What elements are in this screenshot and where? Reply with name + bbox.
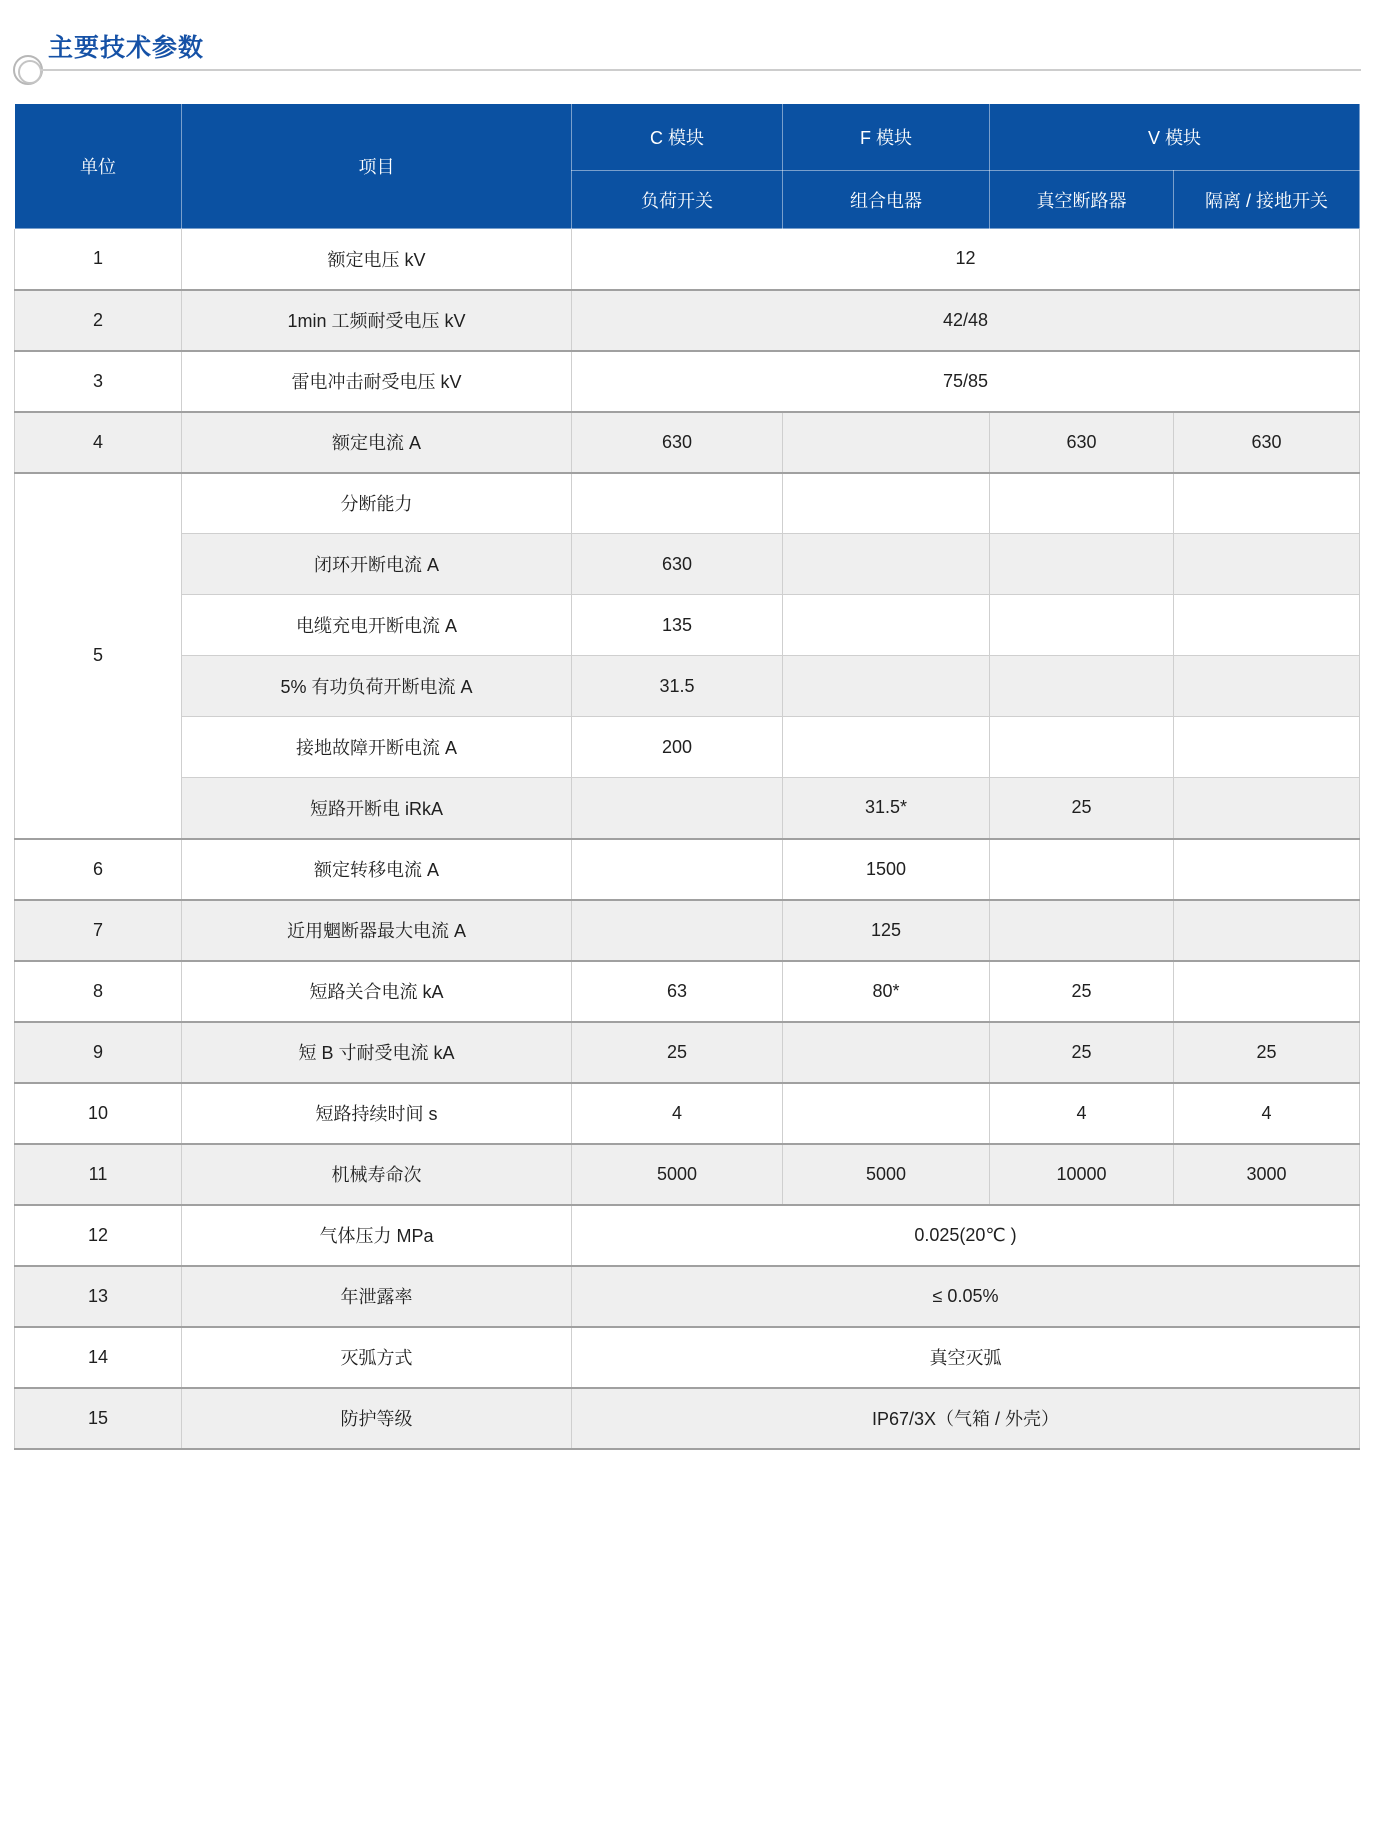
row-number: 9 xyxy=(15,1022,182,1083)
table-row xyxy=(15,1205,1360,1266)
value-cell: 25 xyxy=(572,1022,783,1083)
value-cell: 630 xyxy=(572,534,783,595)
value-cell xyxy=(990,717,1174,778)
table-row xyxy=(15,900,1360,961)
table-row xyxy=(15,412,1360,473)
value-cell: 4 xyxy=(1174,1083,1360,1144)
value-cell: 125 xyxy=(783,900,990,961)
header-module-f: F 模块 xyxy=(783,104,990,171)
row-number: 8 xyxy=(15,961,182,1022)
value-cell xyxy=(1174,595,1360,656)
header-unit: 单位 xyxy=(15,104,182,229)
item-label: 分断能力 xyxy=(182,473,572,534)
value-cell-span: IP67/3X（气箱 / 外壳） xyxy=(572,1388,1360,1449)
table-row xyxy=(15,1327,1360,1388)
row-number: 11 xyxy=(15,1144,182,1205)
table-body xyxy=(15,229,1360,1449)
item-label: 机械寿命次 xyxy=(182,1144,572,1205)
table-row xyxy=(15,717,1360,778)
value-cell xyxy=(1174,900,1360,961)
value-cell: 3000 xyxy=(1174,1144,1360,1205)
item-label: 防护等级 xyxy=(182,1388,572,1449)
value-cell-span: 75/85 xyxy=(572,351,1360,412)
item-label: 短路关合电流 kA xyxy=(182,961,572,1022)
value-cell xyxy=(783,473,990,534)
table-row xyxy=(15,656,1360,717)
value-cell xyxy=(783,534,990,595)
value-cell: 5000 xyxy=(783,1144,990,1205)
value-cell xyxy=(783,717,990,778)
value-cell-span: ≤ 0.05% xyxy=(572,1266,1360,1327)
item-label: 闭环开断电流 A xyxy=(182,534,572,595)
value-cell: 630 xyxy=(1174,412,1360,473)
subheader-isolation-earthing: 隔离 / 接地开关 xyxy=(1174,171,1360,229)
value-cell xyxy=(1174,778,1360,839)
value-cell xyxy=(783,656,990,717)
item-label: 近用魍断器最大电流 A xyxy=(182,900,572,961)
value-cell xyxy=(1174,961,1360,1022)
row-number: 6 xyxy=(15,839,182,900)
table-row xyxy=(15,595,1360,656)
value-cell xyxy=(572,900,783,961)
value-cell-span: 12 xyxy=(572,229,1360,290)
row-number: 4 xyxy=(15,412,182,473)
value-cell xyxy=(783,1083,990,1144)
row-number: 7 xyxy=(15,900,182,961)
table-row xyxy=(15,778,1360,839)
item-label: 接地故障开断电流 A xyxy=(182,717,572,778)
value-cell xyxy=(783,595,990,656)
value-cell: 25 xyxy=(1174,1022,1360,1083)
table-row xyxy=(15,1083,1360,1144)
page-title: 主要技术参数 xyxy=(48,34,205,62)
value-cell: 25 xyxy=(990,778,1174,839)
value-cell: 135 xyxy=(572,595,783,656)
value-cell xyxy=(1174,717,1360,778)
value-cell: 1500 xyxy=(783,839,990,900)
row-number: 1 xyxy=(15,229,182,290)
value-cell: 10000 xyxy=(990,1144,1174,1205)
value-cell: 80* xyxy=(783,961,990,1022)
title-divider xyxy=(40,69,1361,71)
value-cell-span: 真空灭弧 xyxy=(572,1327,1360,1388)
value-cell: 63 xyxy=(572,961,783,1022)
value-cell-span: 42/48 xyxy=(572,290,1360,351)
row-number: 12 xyxy=(15,1205,182,1266)
value-cell: 200 xyxy=(572,717,783,778)
value-cell xyxy=(990,473,1174,534)
value-cell xyxy=(572,839,783,900)
value-cell: 4 xyxy=(572,1083,783,1144)
value-cell-span: 0.025(20℃ ) xyxy=(572,1205,1360,1266)
table-row xyxy=(15,351,1360,412)
row-number: 2 xyxy=(15,290,182,351)
row-number: 14 xyxy=(15,1327,182,1388)
table-row xyxy=(15,1144,1360,1205)
item-label: 雷电冲击耐受电压 kV xyxy=(182,351,572,412)
value-cell xyxy=(990,839,1174,900)
table-row xyxy=(15,1266,1360,1327)
table-row xyxy=(15,473,1360,534)
item-label: 灭弧方式 xyxy=(182,1327,572,1388)
table-row xyxy=(15,290,1360,351)
item-label: 额定转移电流 A xyxy=(182,839,572,900)
item-label: 气体压力 MPa xyxy=(182,1205,572,1266)
table-row xyxy=(15,229,1360,290)
header-module-c: C 模块 xyxy=(572,104,783,171)
subheader-combined-apparatus: 组合电器 xyxy=(783,171,990,229)
table-row xyxy=(15,961,1360,1022)
subheader-load-switch: 负荷开关 xyxy=(572,171,783,229)
item-label: 电缆充电开断电流 A xyxy=(182,595,572,656)
value-cell xyxy=(783,412,990,473)
value-cell: 25 xyxy=(990,1022,1174,1083)
item-label: 短 B 寸耐受电流 kA xyxy=(182,1022,572,1083)
value-cell xyxy=(990,534,1174,595)
table-row xyxy=(15,1388,1360,1449)
table-row xyxy=(15,1022,1360,1083)
item-label: 短路开断电 iRkA xyxy=(182,778,572,839)
row-number: 5 xyxy=(15,473,182,839)
table-row xyxy=(15,534,1360,595)
value-cell xyxy=(1174,473,1360,534)
subheader-vacuum-breaker: 真空断路器 xyxy=(990,171,1174,229)
value-cell xyxy=(572,473,783,534)
table-row xyxy=(15,839,1360,900)
value-cell xyxy=(990,900,1174,961)
value-cell: 31.5 xyxy=(572,656,783,717)
value-cell xyxy=(572,778,783,839)
item-label: 短路持续时间 s xyxy=(182,1083,572,1144)
value-cell: 630 xyxy=(990,412,1174,473)
ring-bullet-icon xyxy=(13,55,43,85)
item-label: 额定电流 A xyxy=(182,412,572,473)
value-cell: 31.5* xyxy=(783,778,990,839)
row-number: 3 xyxy=(15,351,182,412)
header-item: 项目 xyxy=(182,104,572,229)
row-number: 13 xyxy=(15,1266,182,1327)
item-label: 5% 有功负荷开断电流 A xyxy=(182,656,572,717)
item-label: 年泄露率 xyxy=(182,1266,572,1327)
value-cell xyxy=(1174,656,1360,717)
value-cell: 5000 xyxy=(572,1144,783,1205)
value-cell xyxy=(1174,839,1360,900)
value-cell xyxy=(990,595,1174,656)
row-number: 10 xyxy=(15,1083,182,1144)
value-cell xyxy=(1174,534,1360,595)
value-cell: 630 xyxy=(572,412,783,473)
value-cell: 25 xyxy=(990,961,1174,1022)
value-cell xyxy=(990,656,1174,717)
item-label: 额定电压 kV xyxy=(182,229,572,290)
value-cell: 4 xyxy=(990,1083,1174,1144)
table-header xyxy=(15,104,1360,229)
header-row-modules xyxy=(15,104,1360,171)
row-number: 15 xyxy=(15,1388,182,1449)
header-module-v: V 模块 xyxy=(990,104,1360,171)
value-cell xyxy=(783,1022,990,1083)
item-label: 1min 工频耐受电压 kV xyxy=(182,290,572,351)
spec-table xyxy=(14,103,1360,1450)
